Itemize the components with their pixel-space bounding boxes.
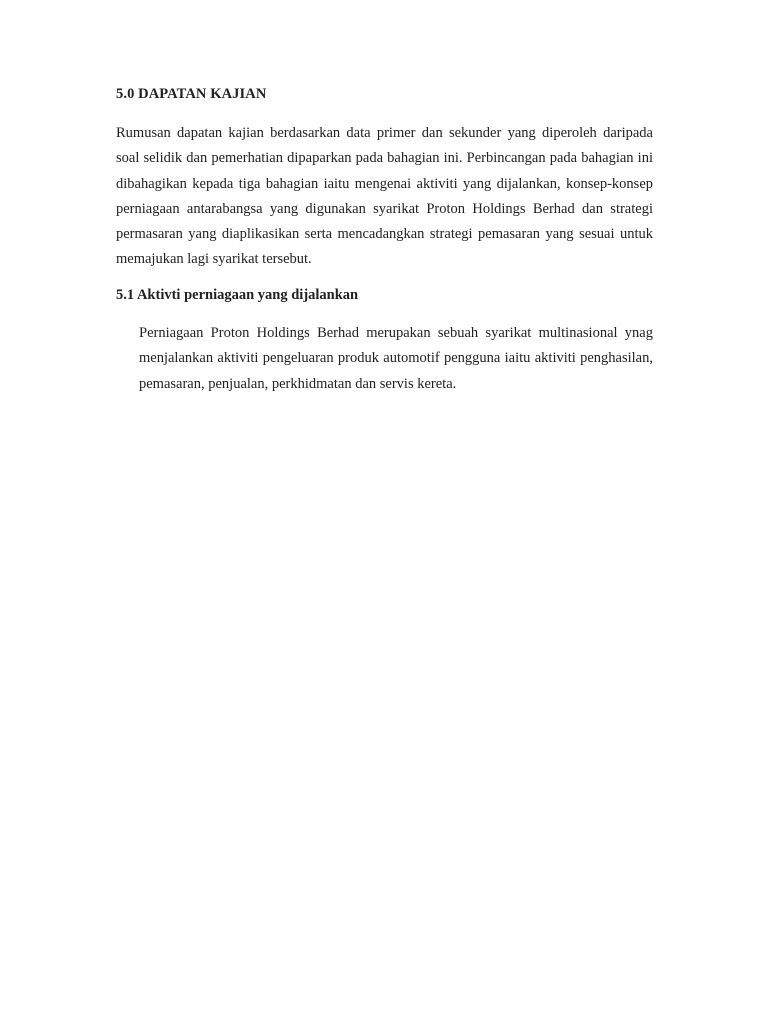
subsection-paragraph: Perniagaan Proton Holdings Berhad merupakan sebuah syarikat multinasional ynag menjalankan aktiviti pengeluaran produk automotif pengguna iaitu aktiviti penghasilan, pemasaran, penjualan, perkhidmatan dan servis kereta. <box>139 325 653 392</box>
subsection-heading: 5.1 Aktivti perniagaan yang dijalankan <box>116 287 359 303</box>
section-paragraph: Rumusan dapatan kajian berdasarkan data primer dan sekunder yang diperoleh daripada soal selidik dan pemerhatian dipaparkan pada bahagian ini. Perbincangan pada bahagian ini dibahagikan kepada tiga bahagian iaitu mengenai aktiviti yang dijalankan, konsep-konsep perniagaan antarabangsa yang digunakan syarikat Proton Holdings Berhad dan strategi permasaran yang diaplikasikan serta mencadangkan strategi pemasaran yang sesuai untuk memajukan lagi syarikat tersebut. <box>116 125 653 268</box>
section-heading: 5.0 DAPATAN KAJIAN <box>116 86 267 102</box>
